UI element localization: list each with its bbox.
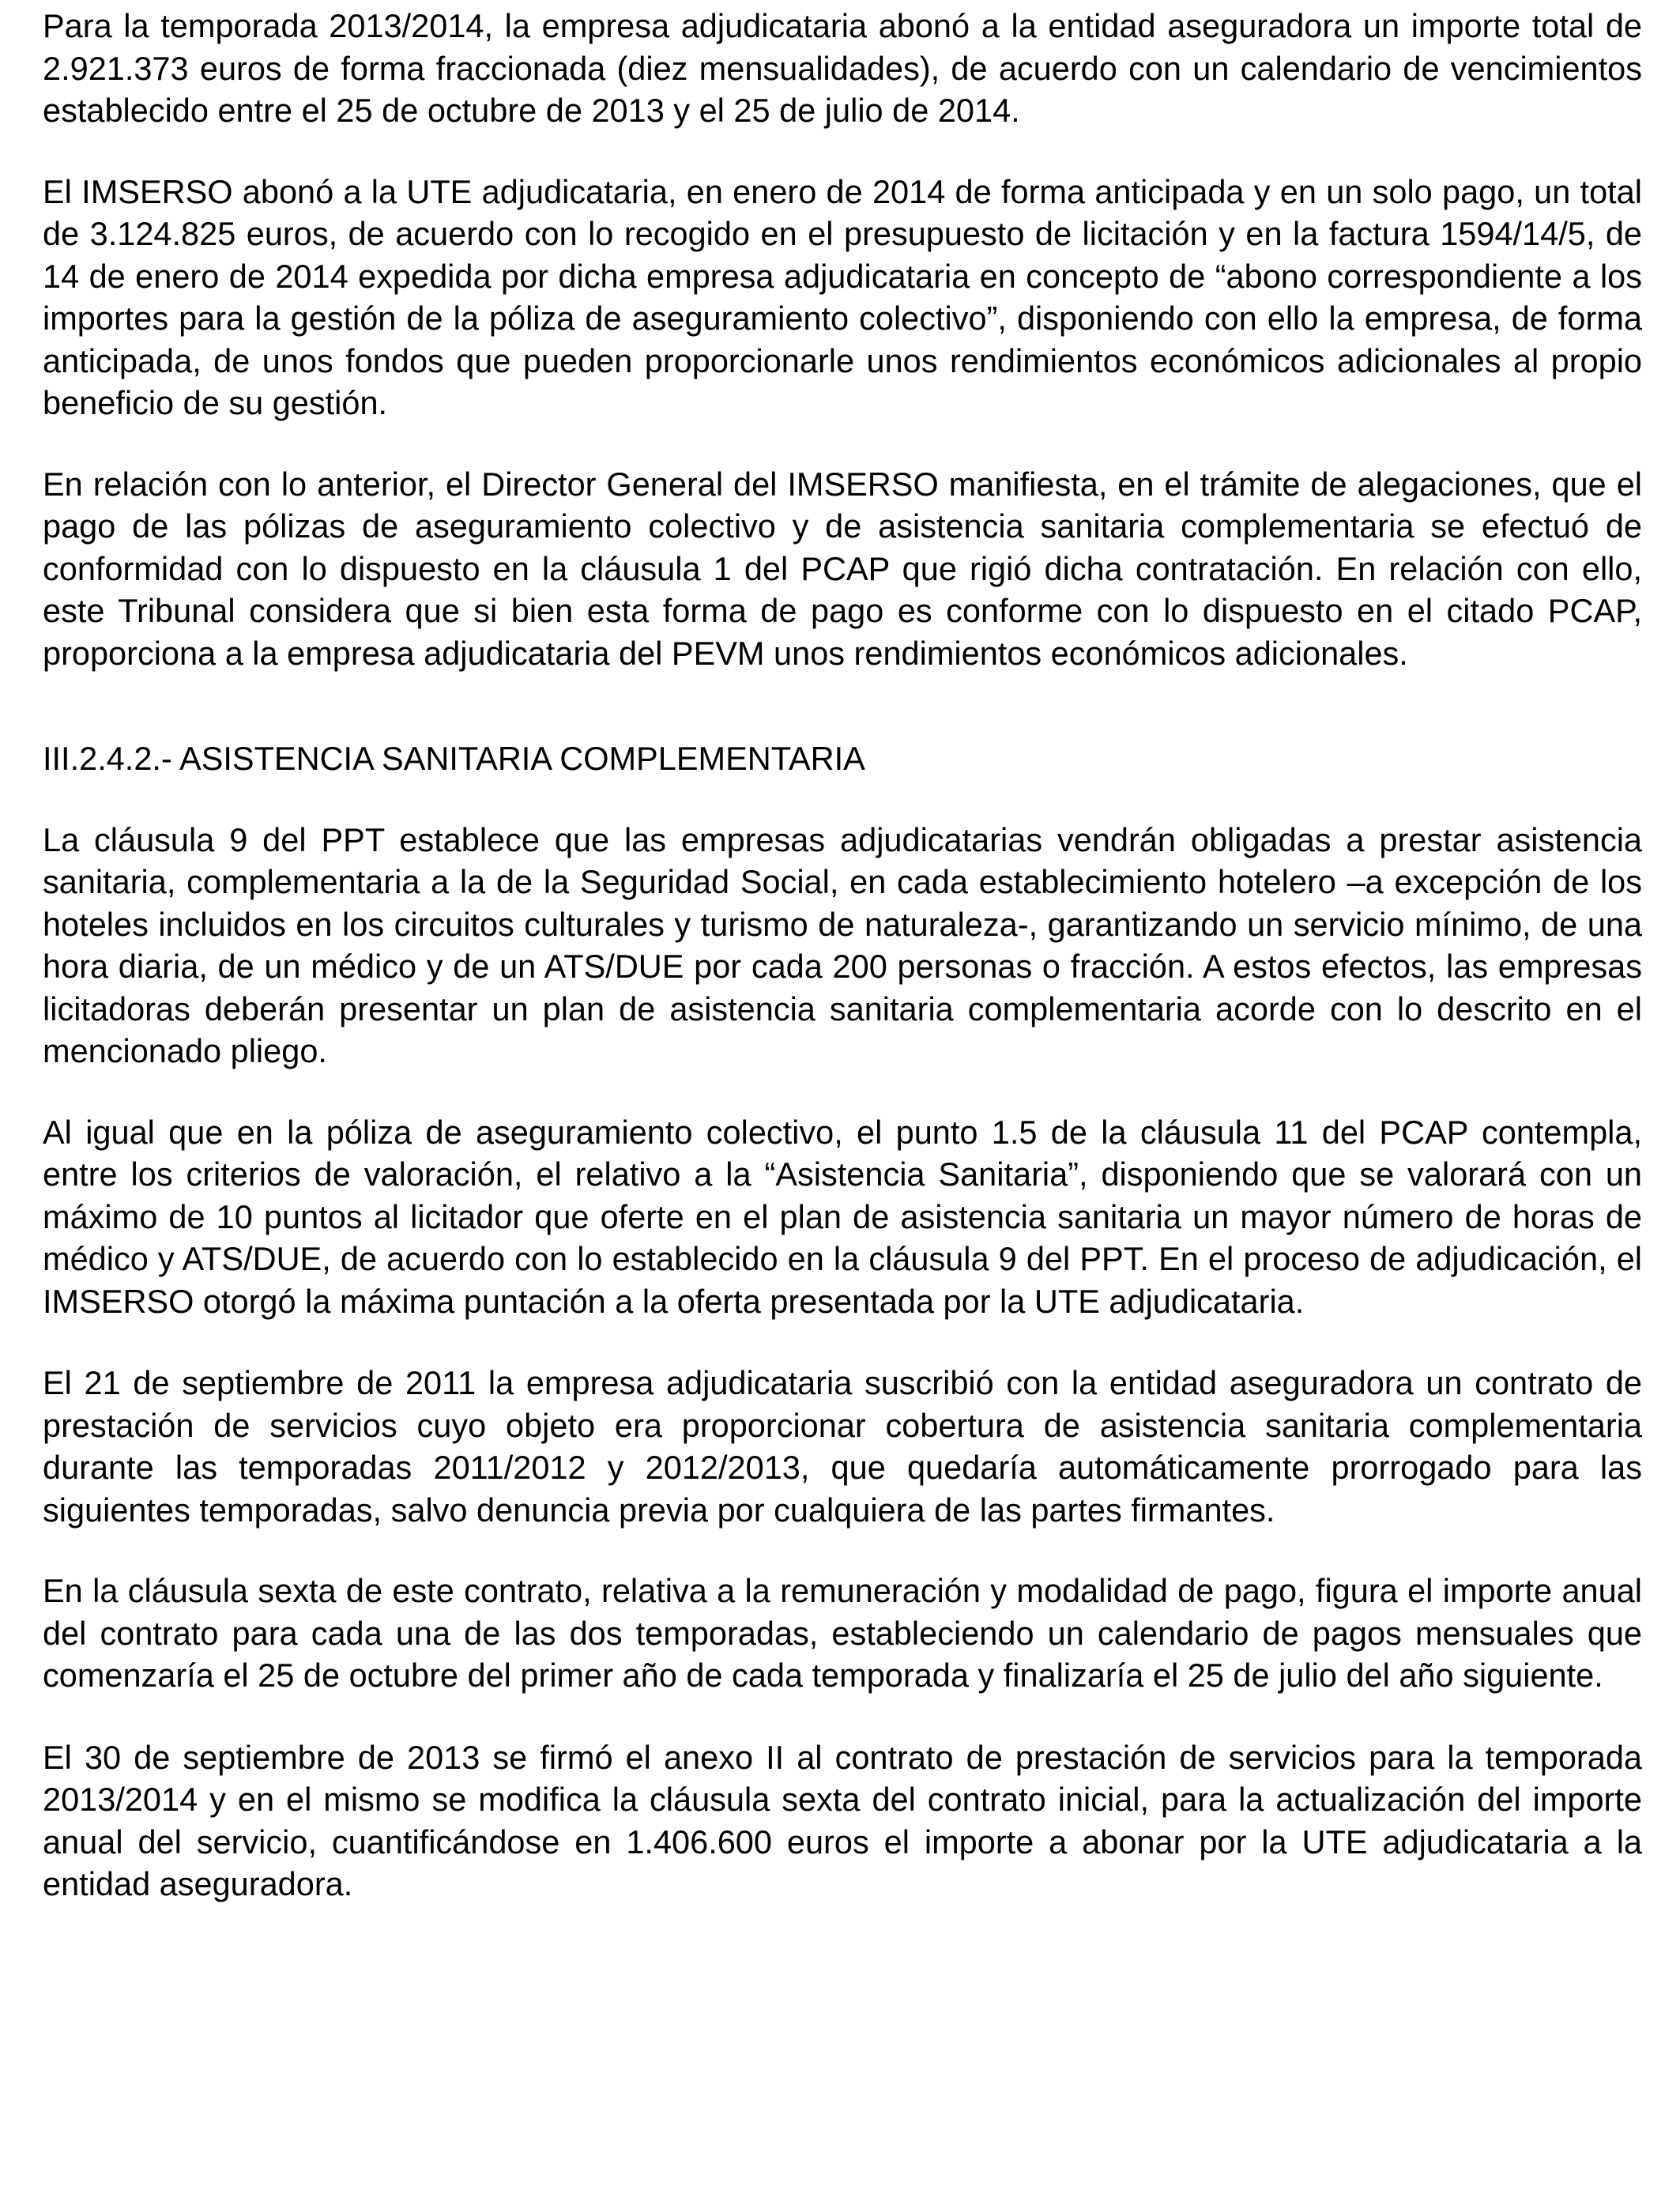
paragraph-payment-insurer: Para la temporada 2013/2014, la empresa adjudicataria abonó a la entidad aseguradora un importe total de 2.921.373 euros de forma fraccionada (diez mensualidades), de acuerdo con un calendario de vencimientos establecido entre el 25 de octubre de 2013 y el 25 de julio de 2014. — [43, 7, 1642, 129]
paragraph-clause-9-ppt: La cláusula 9 del PPT establece que las empresas adjudicatarias vendrán obligadas a prestar asistencia sanitaria, complementaria a la de la Seguridad Social, en cada establecimiento hotelero –a excepción de los hoteles incluidos en los circuitos culturales y turismo de naturaleza-, garantizando un servicio mínimo, de una hora diaria, de un médico y de un ATS/DUE por cada 200 personas o fracción. A estos efectos, las empresas licitadoras deberán presentar un plan de asistencia sanitaria complementaria acorde con lo descrito en el mencionado pliego. — [43, 820, 1642, 1069]
paragraph-valuation-criteria: Al igual que en la póliza de aseguramiento colectivo, el punto 1.5 de la cláusula 11 del PCAP contempla, entre los criterios de valoración, el relativo a la “Asistencia Sanitaria”, disponiendo que se valorará con un máximo de 10 puntos al licitador que oferte en el plan de asistencia sanitaria un mayor número de horas de médico y ATS/DUE, de acuerdo con lo establecido en la cláusula 9 del PPT. En el proceso de adjudicación, el IMSERSO otorgó la máxima puntación a la oferta presentada por la UTE adjudicataria. — [43, 1113, 1642, 1320]
paragraph-allegations-response: En relación con lo anterior, el Director General del IMSERSO manifiesta, en el trámite de alegaciones, que el pago de las pólizas de aseguramiento colectivo y de asistencia sanitaria complementaria se efectuó de conformidad con lo dispuesto en la cláusula 1 del PCAP que rigió dicha contratación. En relación con ello, este Tribunal considera que si bien esta forma de pago es conforme con lo dispuesto en el citado PCAP, proporciona a la empresa adjudicataria del PEVM unos rendimientos económicos adicionales. — [43, 465, 1642, 672]
section-heading: III.2.4.2.- ASISTENCIA SANITARIA COMPLEMENTARIA — [43, 740, 865, 777]
paragraph-annex-ii: El 30 de septiembre de 2013 se firmó el anexo II al contrato de prestación de servicios para la temporada 2013/2014 y en el mismo se modifica la cláusula sexta del contrato inicial, para la actualización del importe anual del servicio, cuantificándose en 1.406.600 euros el importe a abonar por la UTE adjudicataria a la entidad aseguradora. — [43, 1738, 1642, 1902]
paragraph-clause-sixth: En la cláusula sexta de este contrato, relativa a la remuneración y modalidad de pago, figura el importe anual del contrato para cada una de las dos temporadas, estableciendo un calendario de pagos mensuales que comenzaría el 25 de octubre del primer año de cada temporada y finalizaría el 25 de julio del año siguiente. — [43, 1572, 1642, 1694]
document-page — [43, 5, 1642, 1906]
paragraph-imserso-advance-payment: El IMSERSO abonó a la UTE adjudicataria, en enero de 2014 de forma anticipada y en un solo pago, un total de 3.124.825 euros, de acuerdo con lo recogido en el presupuesto de licitación y en la factura 1594/14/5, de 14 de enero de 2014 expedida por dicha empresa adjudicataria en concepto de “abono correspondiente a los importes para la gestión de la póliza de aseguramiento colectivo”, disponiendo con ello la empresa, de forma anticipada, de unos fondos que pueden proporcionarle unos rendimientos económicos adicionales al propio beneficio de su gestión. — [43, 172, 1642, 421]
paragraph-service-contract: El 21 de septiembre de 2011 la empresa adjudicataria suscribió con la entidad aseguradora un contrato de prestación de servicios cuyo objeto era proporcionar cobertura de asistencia sanitaria complementaria durante las temporadas 2011/2012 y 2012/2013, que quedaría automáticamente prorrogado para las siguientes temporadas, salvo denuncia previa por cualquiera de las partes firmantes. — [43, 1364, 1642, 1529]
